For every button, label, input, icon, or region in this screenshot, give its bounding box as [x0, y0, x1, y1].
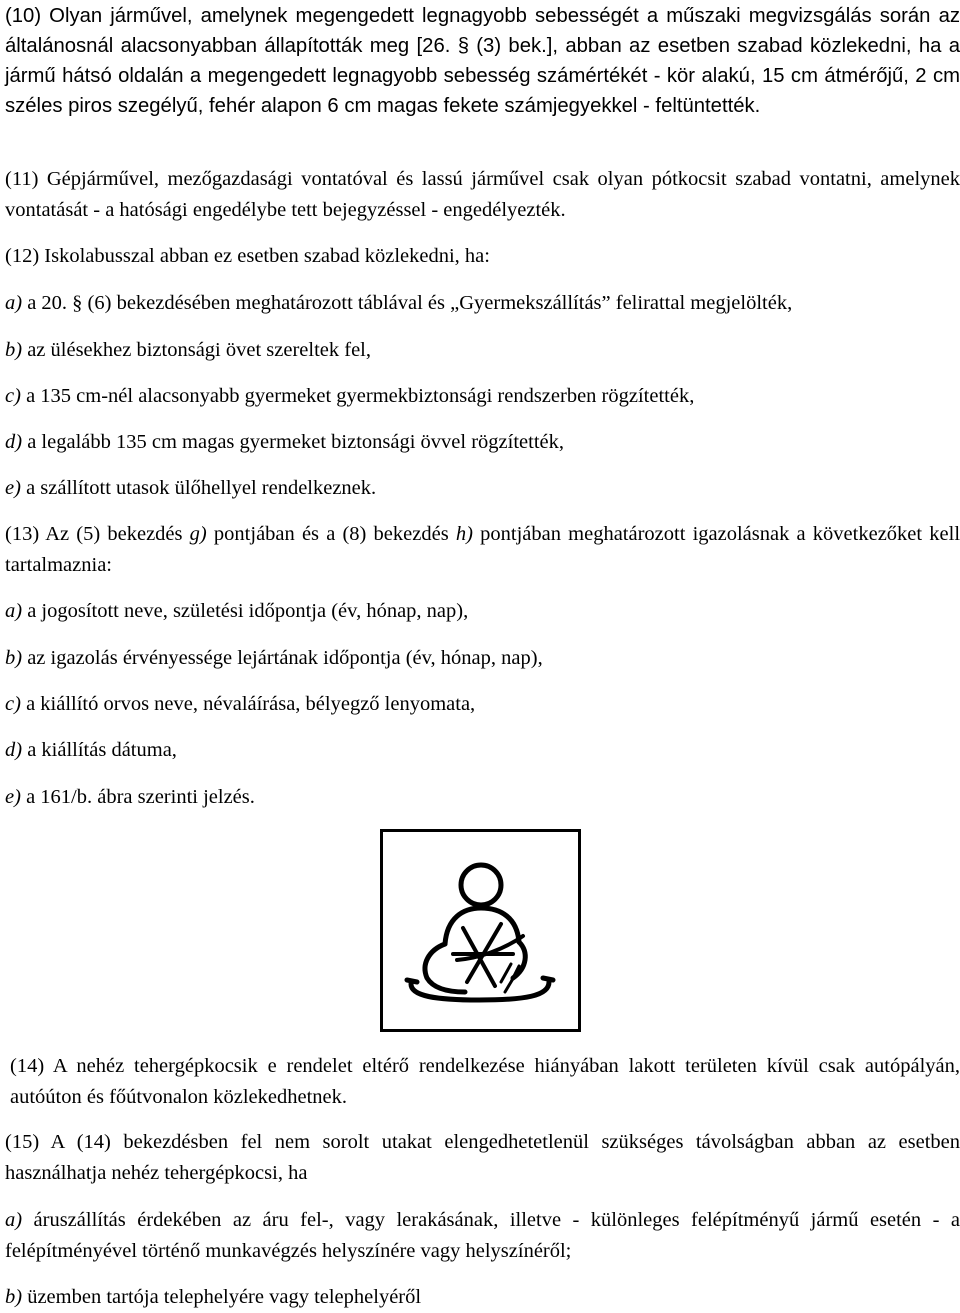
- list-item: d) a kiállítás dátuma,: [5, 739, 177, 761]
- paragraph-13: (13) Az (5) bekezdés g) pontjában és a (8) bekezdés h) pontjában meghatározott igazolásnak a következőket kell tartalmaznia:: [5, 523, 960, 576]
- list-item: b) az ülésekhez biztonsági övet szereltek fel,: [5, 339, 371, 361]
- paragraph-14: (14) A nehéz tehergépkocsik e rendelet eltérő rendelkezése hiányában lakott területen kívül csak autópályán, autóúton és főútvonalon közlekedhetnek.: [10, 1055, 960, 1108]
- list-item: a) a 20. § (6) bekezdésében meghatározott táblával és „Gyermekszállítás” felirattal megjelölték,: [5, 292, 793, 314]
- list-item: b) az igazolás érvényessége lejártának időpontja (év, hónap, nap),: [5, 647, 543, 669]
- list-item: e) a szállított utasok ülőhellyel rendelkeznek.: [5, 477, 377, 499]
- paragraph-15: (15) A (14) bekezdésben fel nem sorolt utakat elengedhetetlenül szükséges távolságban abban az esetben használhatja nehéz tehergépkocsi, ha: [5, 1131, 960, 1184]
- list-item: c) a kiállító orvos neve, névaláírása, bélyegző lenyomata,: [5, 693, 476, 715]
- paragraph-12: (12) Iskolabusszal abban ez esetben szabad közlekedni, ha:: [5, 245, 490, 267]
- list-item: a) áruszállítás érdekében az áru fel-, vagy lerakásának, illetve - különleges felépítményű jármű esetén - a felépítményével történő munkavégzés helyszínére vagy helyszínéről;: [5, 1209, 960, 1262]
- figure-161b: [380, 829, 581, 1032]
- list-item: b) üzemben tartója telephelyére vagy telephelyéről: [5, 1286, 422, 1308]
- paragraph-10: (10) Olyan járművel, amelynek megengedett legnagyobb sebességét a műszaki megvizsgálás során az általánosnál alacsonyabban állapították meg [26. § (3) bek.], abban az esetben szabad közlekedni, ha a jármű hátsó oldalán a megengedett legnagyobb sebesség számértékét - kör alakú, 15 cm átmérőjű, 2 cm széles piros szegélyű, fehér alapon 6 cm magas fekete számjegyekkel - feltüntették.: [5, 5, 960, 117]
- list-item: c) a 135 cm-nél alacsonyabb gyermeket gyermekbiztonsági rendszerben rögzítették,: [5, 385, 695, 407]
- list-item: d) a legalább 135 cm magas gyermeket biztonsági övvel rögzítették,: [5, 431, 565, 453]
- list-item: e) a 161/b. ábra szerinti jelzés.: [5, 786, 255, 808]
- list-item: a) a jogosított neve, születési időpontja (év, hónap, nap),: [5, 600, 469, 622]
- paragraph-11: (11) Gépjárművel, mezőgazdasági vontatóval és lassú járművel csak olyan pótkocsit szabad vontatni, amelynek vontatását - a hatósági engedélybe tett bejegyzéssel - engedélyezték.: [5, 168, 960, 221]
- child-seatbelt-symbol-icon: [383, 832, 578, 1029]
